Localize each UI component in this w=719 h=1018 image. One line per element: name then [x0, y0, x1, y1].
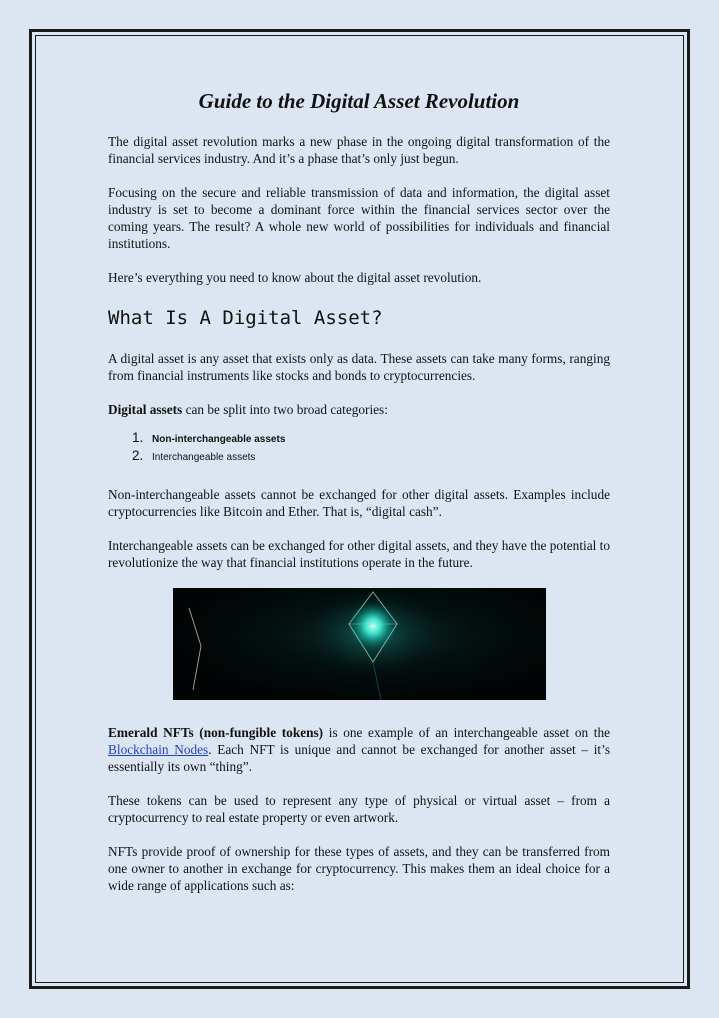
interchangeable-paragraph: Interchangeable assets can be exchanged for other digital assets, and they have the potential to revolutionize the way that financial institutions operate in the future. — [108, 538, 610, 570]
intro-paragraph-3: Here’s everything you need to know about the digital asset revolution. — [108, 270, 482, 285]
ownership-paragraph: NFTs provide proof of ownership for these types of assets, and they can be transferred from one owner to another in exchange for cryptocurrency. This makes them an ideal choice for a wide range of applications such as: — [108, 844, 610, 893]
document-title: Guide to the Digital Asset Revolution — [198, 89, 520, 113]
nft-paragraph — [108, 724, 610, 775]
list-item-number: 2. — [132, 448, 144, 463]
intro-paragraph-2: Focusing on the secure and reliable transmission of data and information, the digital asset industry is set to become a dominant force within the financial services sector over the coming years. The result? A whole new world of possibilities for individuals and financial institutions. — [108, 185, 610, 251]
nft-bold-term: Emerald NFTs (non-fungible tokens) — [108, 725, 324, 740]
list-item — [132, 430, 610, 448]
section-heading: What Is A Digital Asset? — [108, 307, 383, 329]
list-item-label: Interchangeable assets — [152, 452, 256, 463]
nft-text-mid: is one example of an interchangeable asset on the — [323, 725, 610, 740]
emerald-crystal-image — [173, 588, 546, 700]
categories-intro-rest: can be split into two broad categories: — [182, 402, 388, 417]
non-interchangeable-paragraph: Non-interchangeable assets cannot be exchanged for other digital assets. Examples include cryptocurrencies like Bitcoin and Ether. That is, “digital cash”. — [108, 487, 610, 519]
list-item — [132, 448, 610, 466]
document-body — [108, 88, 610, 911]
blockchain-nodes-link[interactable]: Blockchain Nodes — [108, 742, 209, 757]
glowing-emerald-crystal-icon — [173, 588, 546, 700]
definition-paragraph: A digital asset is any asset that exists only as data. These assets can take many forms, ranging from financial instruments like stocks and bonds to cryptocurrencies. — [108, 351, 610, 383]
intro-paragraph-1: The digital asset revolution marks a new phase in the ongoing digital transformation of the financial services industry. And it’s a phase that’s only just begun. — [108, 134, 610, 166]
tokens-paragraph: These tokens can be used to represent any type of physical or virtual asset – from a cryptocurrency to real estate property or even artwork. — [108, 793, 610, 825]
categories-intro-bold: Digital assets — [108, 402, 183, 417]
categories-list — [108, 430, 610, 466]
nft-text-end: . Each NFT is unique and cannot be exchanged for another asset – it’s essentially its own “thing”. — [108, 742, 610, 774]
list-item-label: Non-interchangeable assets — [152, 434, 286, 445]
categories-intro — [108, 401, 610, 418]
list-item-number: 1. — [132, 430, 144, 445]
